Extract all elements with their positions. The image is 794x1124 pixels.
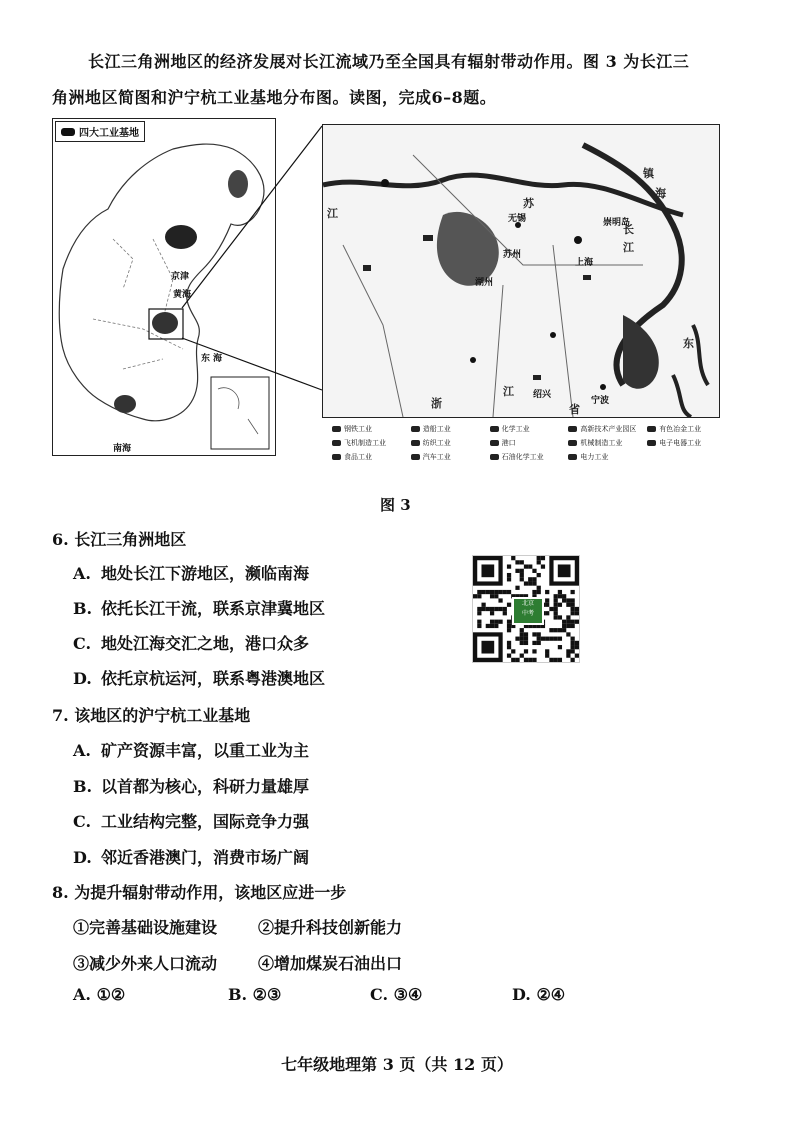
- q8-choice-a[interactable]: [73, 985, 125, 1004]
- qr-badge-line: 中考: [521, 610, 534, 617]
- choice-key: C.: [370, 985, 389, 1004]
- option-key: C.: [73, 634, 92, 653]
- choice-text: ①②: [96, 985, 126, 1004]
- label-jiangsu-b: 苏: [523, 197, 534, 210]
- label-east-sea: 东: [201, 354, 211, 364]
- figure-caption: 图 3: [380, 496, 411, 514]
- q7-option-b[interactable]: [73, 774, 309, 797]
- choice-key: A.: [73, 985, 91, 1004]
- yangtze-river: [323, 175, 683, 215]
- legend-label: 机械制造工业: [580, 439, 623, 447]
- label-sea-hai: 海: [655, 187, 666, 200]
- q8-choice-b[interactable]: [228, 985, 281, 1004]
- option-text: 地处江海交汇之地，港口众多: [101, 634, 310, 653]
- legend-label: 电力工业: [580, 453, 609, 461]
- legend-symbol-icon: [332, 440, 341, 446]
- legend-item: [647, 424, 722, 434]
- legend-item: [568, 452, 643, 462]
- label-ningbo: 宁波: [591, 396, 610, 406]
- legend-label: 造船工业: [422, 425, 451, 433]
- question-7-stem: 7. 该地区的沪宁杭工业基地: [52, 706, 251, 725]
- label-jiangsu-a: 江: [327, 207, 338, 220]
- legend-item: [647, 438, 722, 448]
- yangtze-delta-map: [322, 124, 720, 418]
- label-yellow-sea: 黄海: [173, 290, 192, 300]
- legend-item: [411, 452, 486, 462]
- q6-option-d[interactable]: [73, 666, 325, 689]
- q7-option-d[interactable]: [73, 845, 309, 868]
- legend-symbol-icon: [490, 440, 499, 446]
- option-key: D.: [73, 669, 92, 688]
- legend-symbol-icon: [490, 454, 499, 460]
- choice-text: ③④: [393, 985, 423, 1004]
- q8-choice-d[interactable]: [512, 985, 565, 1004]
- legend-label: 食品工业: [344, 453, 372, 461]
- label-jiang: 江: [623, 241, 634, 254]
- legend-item: [568, 438, 643, 448]
- option-text: 依托京杭运河，联系粤港澳地区: [101, 669, 326, 688]
- intro-paragraph: [52, 44, 742, 116]
- legend-label: 化学工业: [501, 425, 530, 433]
- intro-line-1: 长江三角洲地区的经济发展对长江流域乃至全国具有辐射带动作用。图 3 为长江三: [88, 52, 690, 71]
- q6-option-b[interactable]: [73, 596, 325, 619]
- q7-option-c[interactable]: [73, 809, 309, 832]
- question-6-stem: 6. 长江三角洲地区: [52, 530, 187, 549]
- choice-key: D.: [512, 985, 531, 1004]
- question-8-stem: 8. 为提升辐射带动作用，该地区应进一步: [52, 883, 347, 902]
- qr-badge-line: 北京: [521, 600, 534, 607]
- option-text: 矿产资源丰富，以重工业为主: [101, 741, 310, 760]
- figure-3: [52, 118, 722, 478]
- q8-item-4: ④增加煤炭石油出口: [258, 954, 403, 973]
- label-jingjin: 京津: [171, 272, 190, 282]
- legend-item: [332, 452, 407, 462]
- legend-item: [411, 438, 486, 448]
- legend-item: [332, 424, 407, 434]
- option-key: B.: [73, 777, 93, 796]
- label-chang: 长: [623, 223, 634, 236]
- qr-code[interactable]: [472, 555, 580, 663]
- legend-symbol-icon: [332, 426, 341, 432]
- legend-item: [332, 438, 407, 448]
- q8-choice-c[interactable]: [370, 985, 422, 1004]
- legend-label: 汽车工业: [422, 453, 451, 461]
- q8-item-3: ③减少外来人口流动: [73, 954, 218, 973]
- option-text: 工业结构完整，国际竞争力强: [101, 812, 310, 831]
- label-chongming: 崇明岛: [603, 218, 631, 228]
- choice-key: B.: [228, 985, 248, 1004]
- label-south-sea: 南海: [113, 444, 132, 454]
- legend-label: 电子电器工业: [659, 439, 702, 447]
- legend-item: [490, 424, 565, 434]
- legend-label: 有色冶金工业: [659, 425, 702, 433]
- legend-item: [490, 452, 565, 462]
- legend-label: 飞机制造工业: [344, 439, 386, 447]
- choice-text: ②③: [252, 985, 282, 1004]
- legend-label: 港口: [501, 439, 516, 447]
- option-key: A.: [73, 564, 91, 583]
- label-zhejiang-b: 江: [503, 385, 514, 398]
- legend-symbol-icon: [411, 440, 420, 446]
- industry-legend: [332, 424, 722, 462]
- label-sea-east: 东: [683, 337, 694, 350]
- option-text: 地处长江下游地区，濒临南海: [101, 564, 310, 583]
- option-text: 邻近香港澳门，消费市场广阔: [101, 848, 310, 867]
- option-key: B.: [73, 599, 93, 618]
- label-zhen: 镇: [643, 167, 654, 180]
- legend-symbol-icon: [332, 454, 341, 460]
- label-wuxi: 无锡: [508, 214, 527, 224]
- option-text: 以首都为核心，科研力量雄厚: [101, 777, 310, 796]
- legend-label: 钢铁工业: [344, 425, 372, 433]
- label-huzhou: 湖州: [475, 278, 494, 288]
- q6-option-a[interactable]: [73, 561, 309, 584]
- legend-label: 纺织工业: [422, 439, 451, 447]
- qr-badge-logo: [512, 597, 544, 625]
- legend-symbol-icon: [568, 454, 577, 460]
- option-key: A.: [73, 741, 91, 760]
- legend-symbol-icon: [411, 454, 420, 460]
- legend-symbol-icon: [490, 426, 499, 432]
- legend-symbol-icon: [647, 426, 656, 432]
- legend-symbol-icon: [411, 426, 420, 432]
- label-shaoxing: 绍兴: [533, 390, 552, 400]
- option-text: 依托长江干流，联系京津冀地区: [101, 599, 326, 618]
- intro-line-2: 角洲地区简图和沪宁杭工业基地分布图。读图，完成6–8题。: [52, 88, 497, 107]
- label-east-sea-2: 海: [213, 354, 223, 364]
- option-key: C.: [73, 812, 92, 831]
- label-suzhou: 苏州: [503, 250, 522, 260]
- legend-symbol-icon: [647, 440, 656, 446]
- legend-symbol-icon: [568, 440, 577, 446]
- label-shanghai: 上海: [575, 258, 594, 268]
- q7-option-a[interactable]: [73, 738, 309, 761]
- label-zhejiang-a: 浙: [431, 397, 442, 410]
- q6-option-c[interactable]: [73, 631, 309, 654]
- label-province: 省: [569, 403, 580, 416]
- legend-item: [568, 424, 643, 434]
- choice-text: ②④: [536, 985, 566, 1004]
- legend-item: [411, 424, 486, 434]
- q8-item-1: ①完善基础设施建设: [73, 918, 218, 937]
- region-map-drawing: [323, 125, 719, 417]
- legend-item: [490, 438, 565, 448]
- legend-label: 高新技术产业园区: [580, 425, 637, 433]
- q8-item-2: ②提升科技创新能力: [258, 918, 403, 937]
- legend-symbol-icon: [568, 426, 577, 432]
- china-legend-label: 四大工业基地: [79, 128, 139, 139]
- page-footer: 七年级地理第 3 页（共 12 页）: [281, 1055, 513, 1074]
- legend-label: 石油化学工业: [501, 453, 544, 461]
- option-key: D.: [73, 848, 92, 867]
